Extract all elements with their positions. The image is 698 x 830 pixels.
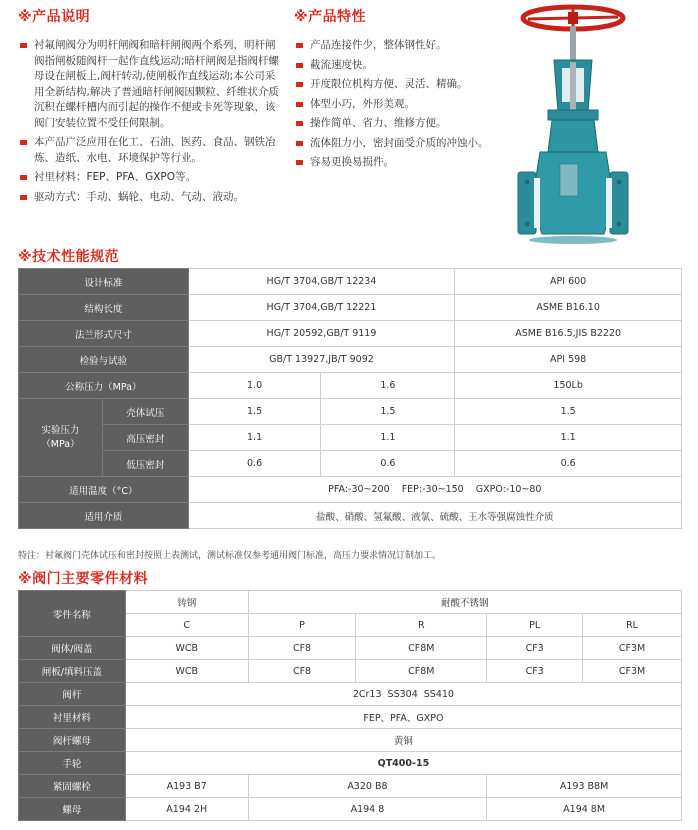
spec-label: 检验与试验 [19, 347, 189, 373]
code-cell: P [248, 614, 356, 637]
part-label: 紧固螺栓 [19, 775, 126, 798]
part-name-header: 零件名称 [19, 591, 126, 637]
table-row [19, 729, 682, 752]
table-row [19, 269, 682, 295]
table-row [19, 399, 682, 425]
table-row [19, 503, 682, 529]
spec-label: 设计标准 [19, 269, 189, 295]
material-cell: QT400-15 [125, 752, 681, 775]
spec-label: 低压密封 [102, 451, 188, 477]
material-cell: A193 B7 [125, 775, 248, 798]
table-row [19, 775, 682, 798]
material-cell: CF8 [248, 660, 356, 683]
table-row [19, 683, 682, 706]
code-cell: R [356, 614, 487, 637]
spec-cell: PFA:-30~200 FEP:-30~150 GXPO:-10~80 [188, 477, 681, 503]
description-item: 驱动方式：手动、蜗轮、电动、气动、液动。 [18, 190, 280, 206]
description-list [18, 38, 280, 209]
spec-cell: 1.1 [321, 425, 455, 451]
spec-cell: ASME B16.10 [455, 295, 682, 321]
spec-cell: 0.6 [455, 451, 682, 477]
part-label: 阀杆螺母 [19, 729, 126, 752]
spec-cell: 1.1 [455, 425, 682, 451]
feature-item: 体型小巧，外形美观。 [294, 97, 524, 112]
description-item: 衬里材料：FEP、PFA、GXPO等。 [18, 170, 280, 186]
part-label: 阀杆 [19, 683, 126, 706]
spec-label: 结构长度 [19, 295, 189, 321]
feature-item: 截流速度快。 [294, 58, 524, 73]
material-cell: CF8 [248, 637, 356, 660]
spec-cell: API 600 [455, 269, 682, 295]
table-row [19, 451, 682, 477]
spec-note: 特注：衬氟阀门壳体试压和密封按照上表测试，测试标准仅参考通用阀门标准，高压力要求情况订制加工。 [18, 551, 442, 561]
features-list [294, 38, 524, 175]
table-row [19, 295, 682, 321]
table-row [19, 591, 682, 614]
spec-heading: ※技术性能规范 [18, 249, 120, 265]
material-cell: CF8M [356, 637, 487, 660]
material-cell: CF3M [583, 637, 682, 660]
acid-steel-header: 耐酸不锈钢 [248, 591, 681, 614]
spec-cell: 1.5 [321, 399, 455, 425]
description-item: 本产品广泛应用在化工、石油、医药、食品、钢铁冶炼、造纸、水电、环境保护等行业。 [18, 135, 280, 166]
material-cell: CF3 [487, 637, 583, 660]
table-row [19, 373, 682, 399]
material-cell: CF8M [356, 660, 487, 683]
material-cell: A320 B8 [248, 775, 487, 798]
spec-cell: HG/T 20592,GB/T 9119 [188, 321, 455, 347]
spec-cell: ASME B16.5,JIS B2220 [455, 321, 682, 347]
table-row [19, 637, 682, 660]
spec-cell: 0.6 [321, 451, 455, 477]
table-row [19, 321, 682, 347]
code-cell: RL [583, 614, 682, 637]
material-cell: 2Cr13 SS304 SS410 [125, 683, 681, 706]
spec-label: 公称压力（MPa） [19, 373, 189, 399]
spec-cell: 1.1 [188, 425, 321, 451]
spec-cell: GB/T 13927,JB/T 9092 [188, 347, 455, 373]
spec-cell: HG/T 3704,GB/T 12234 [188, 269, 455, 295]
part-label: 螺母 [19, 798, 126, 821]
spec-cell: API 598 [455, 347, 682, 373]
spec-label: 适用温度（°C） [19, 477, 189, 503]
spec-label: 适用介质 [19, 503, 189, 529]
spec-cell: HG/T 3704,GB/T 12221 [188, 295, 455, 321]
part-label: 手轮 [19, 752, 126, 775]
material-cell: CF3 [487, 660, 583, 683]
material-cell: FEP、PFA、GXPO [125, 706, 681, 729]
material-cell: A194 8M [487, 798, 682, 821]
spec-cell: 1.5 [455, 399, 682, 425]
spec-cell: 1.5 [188, 399, 321, 425]
table-row [19, 798, 682, 821]
feature-item: 产品连接件少，整体钢性好。 [294, 38, 524, 53]
feature-item: 操作简单、省力、维修方便。 [294, 116, 524, 131]
description-item: 衬氟闸阀分为明杆闸阀和暗杆闸阀两个系列，明杆闸阀指闸板随阀杆一起作直线运动;暗杆闸阀是指阀杆螺母设在闸板上,阀杆转动,使闸板作直线运动;本公司采用全新结构,解决了普通暗杆闸阀因颗粒、纤维状介质沉积在螺杆槽内而引起的操作不便或卡死等现象，该阀门安装位置不受任何限制。 [18, 38, 280, 131]
material-cell: WCB [125, 660, 248, 683]
feature-item: 开度限位机构方便、灵活、精确。 [294, 77, 524, 92]
part-label: 闸板/填料压盖 [19, 660, 126, 683]
gate-valve-image [510, 2, 645, 247]
table-row [19, 752, 682, 775]
table-row [19, 706, 682, 729]
spec-cell: 1.0 [188, 373, 321, 399]
spec-label: 壳体试压 [102, 399, 188, 425]
spec-cell: 150Lb [455, 373, 682, 399]
material-cell: CF3M [583, 660, 682, 683]
material-cell: A194 2H [125, 798, 248, 821]
spec-cell: 0.6 [188, 451, 321, 477]
table-row [19, 660, 682, 683]
feature-item: 容易更换易损件。 [294, 155, 524, 170]
features-heading: ※产品特性 [294, 9, 367, 25]
spec-label: 法兰形式尺寸 [19, 321, 189, 347]
part-label: 衬里材料 [19, 706, 126, 729]
part-label: 阀体/阀盖 [19, 637, 126, 660]
material-cell: WCB [125, 637, 248, 660]
code-cell: PL [487, 614, 583, 637]
material-cell: A194 8 [248, 798, 487, 821]
materials-heading: ※阀门主要零件材料 [18, 571, 149, 587]
table-row [19, 347, 682, 373]
table-row [19, 477, 682, 503]
code-cell: C [125, 614, 248, 637]
feature-item: 流体阻力小，密封面受介质的冲蚀小。 [294, 136, 524, 151]
spec-cell: 盐酸、硝酸、氢氟酸、液氯、硫酸、王水等强腐蚀性介质 [188, 503, 681, 529]
spec-cell: 1.6 [321, 373, 455, 399]
description-heading: ※产品说明 [18, 9, 91, 25]
material-cell: A193 B8M [487, 775, 682, 798]
spec-table [18, 268, 682, 529]
spec-label: 高压密封 [102, 425, 188, 451]
cast-steel-header: 铸钢 [125, 591, 248, 614]
spec-group-label: 实验压力 （MPa） [19, 399, 103, 477]
table-row [19, 425, 682, 451]
materials-table [18, 590, 682, 821]
material-cell: 黄铜 [125, 729, 681, 752]
